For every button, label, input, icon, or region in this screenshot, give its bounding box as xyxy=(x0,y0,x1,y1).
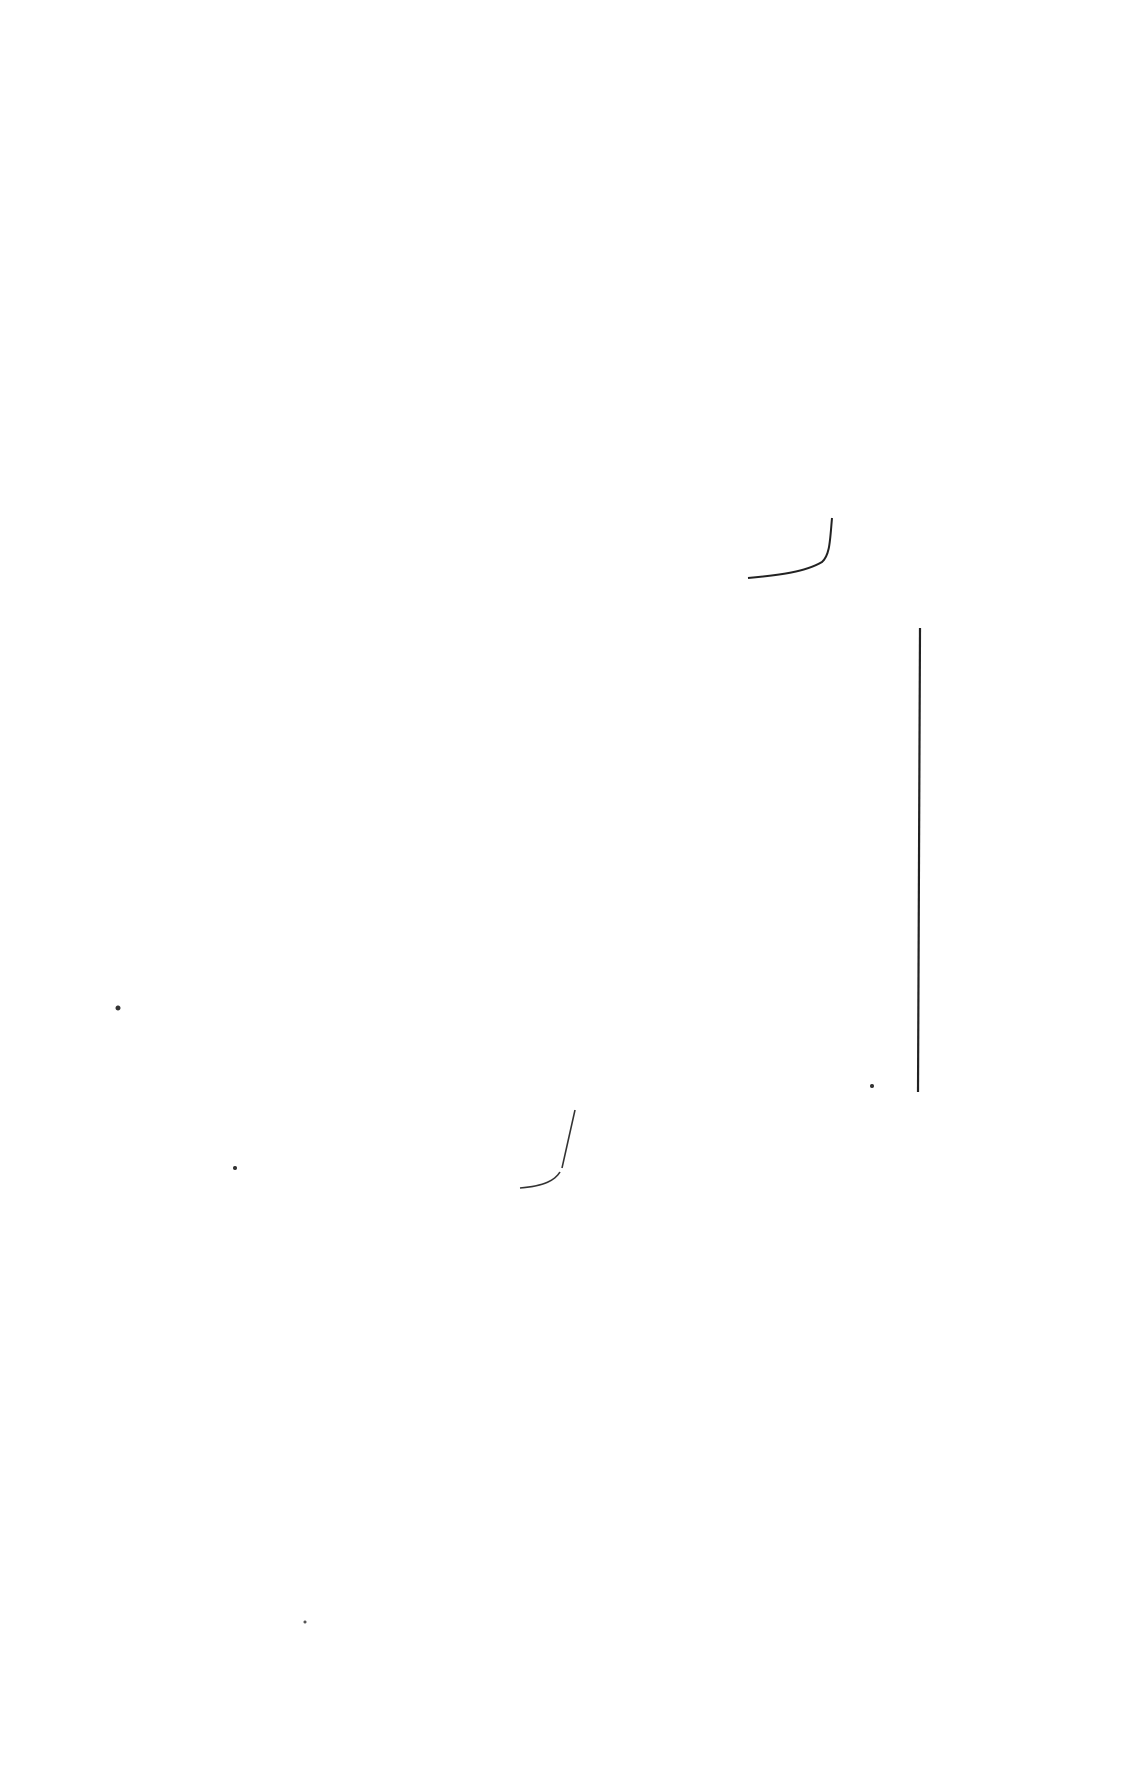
stray-dot xyxy=(116,1006,121,1011)
annotation-slash-mark xyxy=(520,1110,575,1188)
margin-vertical-line xyxy=(918,628,920,1092)
stray-dot xyxy=(304,1621,307,1624)
margin-curve-mark xyxy=(748,518,832,578)
stray-dot xyxy=(870,1084,874,1088)
stray-dot xyxy=(233,1166,237,1170)
